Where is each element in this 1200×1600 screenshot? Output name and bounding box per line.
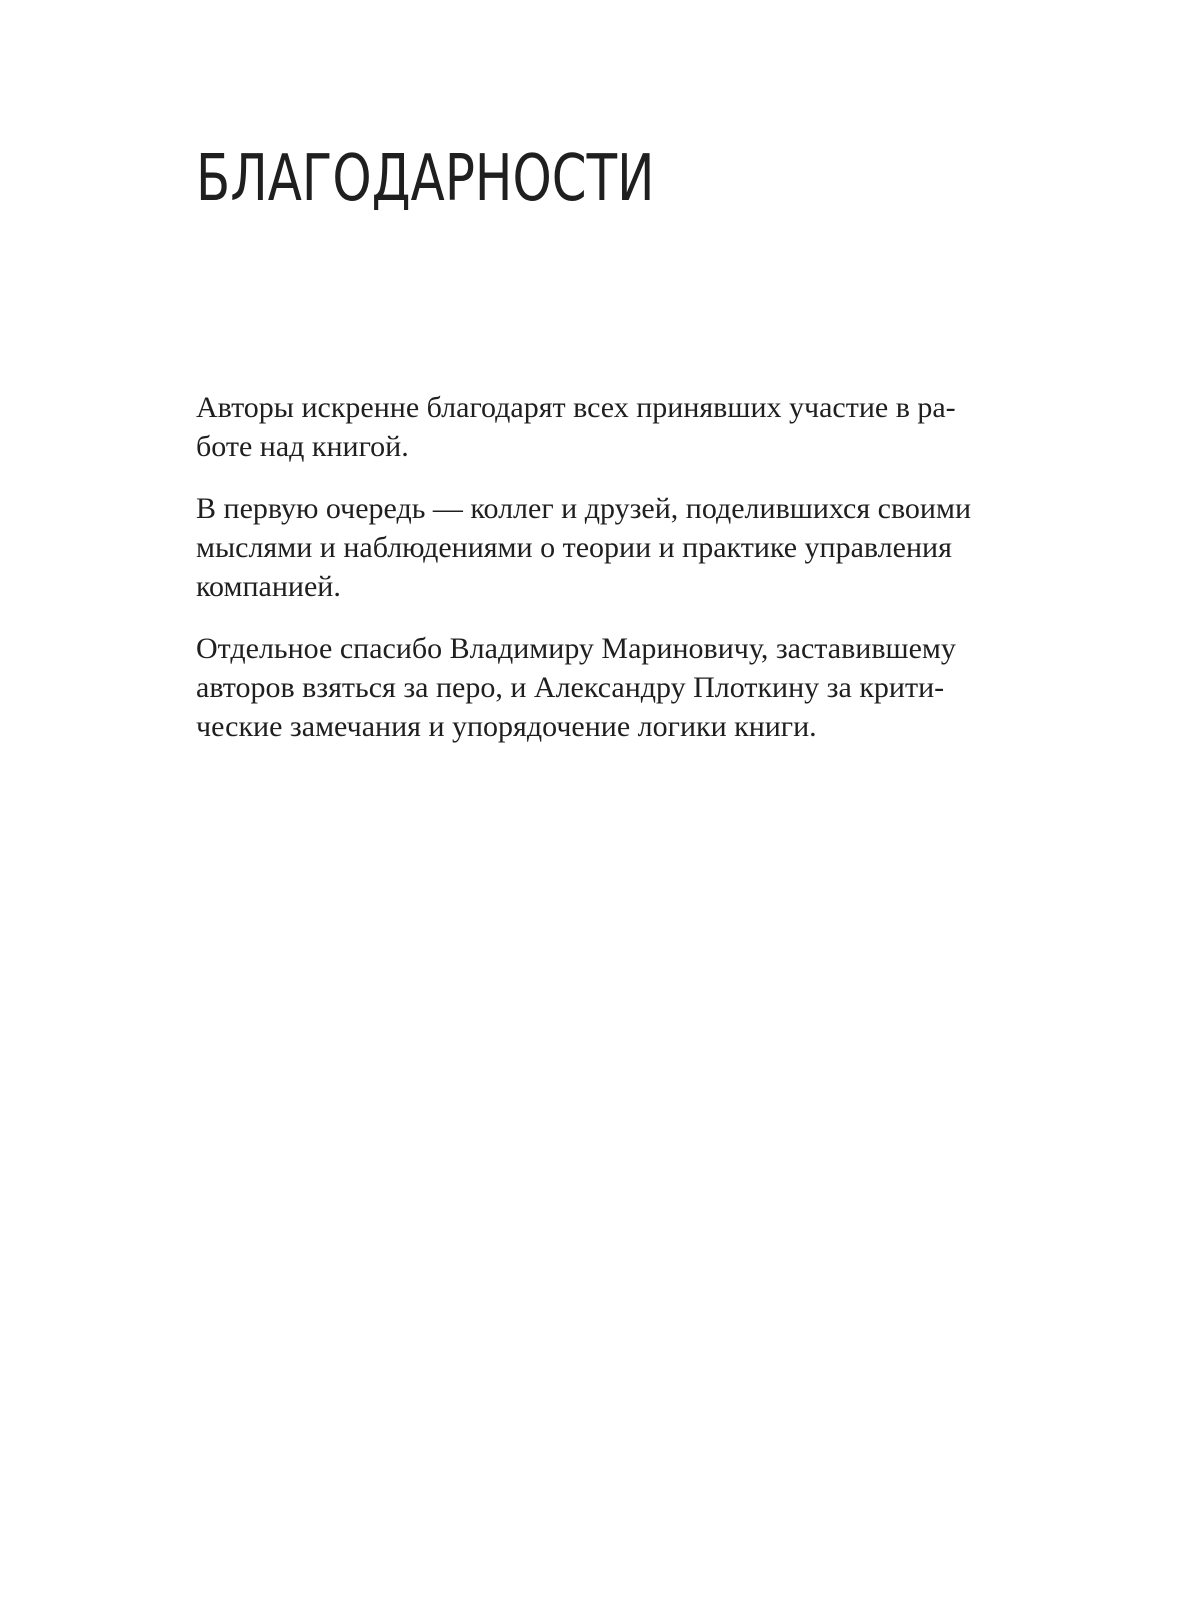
- text-line: ческие замечания и упорядочение логики книги.: [196, 710, 817, 743]
- text-line: компанией.: [196, 570, 341, 603]
- text-line: Авторы искренне благодарят всех принявших участие в ра-: [196, 391, 956, 424]
- text-line: Отдельное спасибо Владимиру Мариновичу, заставившему: [196, 632, 956, 665]
- text-line: авторов взяться за перо, и Александру Плоткину за крити-: [196, 671, 945, 704]
- paragraph-2: [196, 489, 1006, 606]
- page-title: БЛАГОДАРНОСТИ: [196, 142, 655, 216]
- text-line: мыслями и наблюдениями о теории и практике управления: [196, 531, 952, 564]
- text-line: боте над книгой.: [196, 430, 409, 463]
- paragraph-3: [196, 629, 1006, 746]
- paragraph-1: [196, 388, 1006, 466]
- acknowledgements-body: [196, 388, 1006, 769]
- text-line: В первую очередь — коллег и друзей, поделившихся своими: [196, 492, 972, 525]
